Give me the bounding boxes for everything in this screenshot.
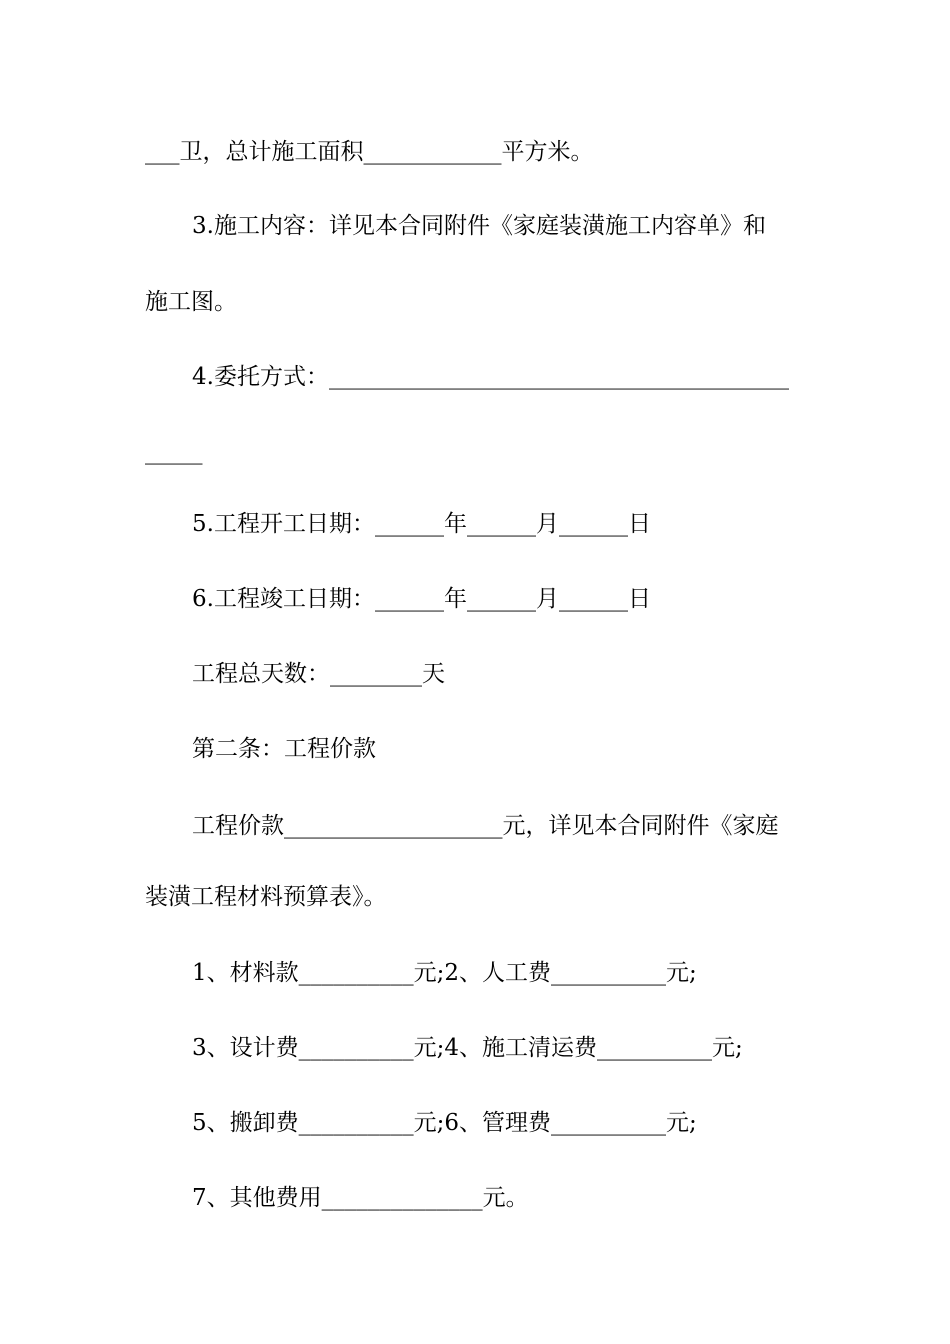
fee-line-4: 7、其他费用______________元。 — [192, 1185, 529, 1211]
fee-line-2: 3、设计费__________元;4、施工清运费__________元; — [192, 1035, 743, 1061]
project-price-line: 工程价款___________________元，详见本合同附件《家庭 — [192, 813, 779, 839]
construction-drawing-line: 施工图。 — [145, 289, 237, 315]
budget-table-line: 装潢工程材料预算表》。 — [145, 884, 387, 910]
fee-line-1: 1、材料款__________元;2、人工费__________元; — [192, 960, 697, 986]
construction-content-line: 3.施工内容：详见本合同附件《家庭装潢施工内容单》和 — [192, 213, 766, 239]
start-date-line: 5.工程开工日期：______年______月______日 — [192, 511, 651, 537]
completion-date-line: 6.工程竣工日期：______年______月______日 — [192, 586, 651, 612]
commission-method-continuation: _____ — [145, 439, 203, 465]
total-days-line: 工程总天数：________天 — [192, 661, 445, 687]
commission-method-line: 4.委托方式：________________________________________ — [192, 364, 789, 390]
article-two-heading: 第二条：工程价款 — [192, 736, 376, 762]
area-line: ___卫，总计施工面积____________平方米。 — [145, 139, 594, 165]
fee-line-3: 5、搬卸费__________元;6、管理费__________元; — [192, 1110, 697, 1136]
